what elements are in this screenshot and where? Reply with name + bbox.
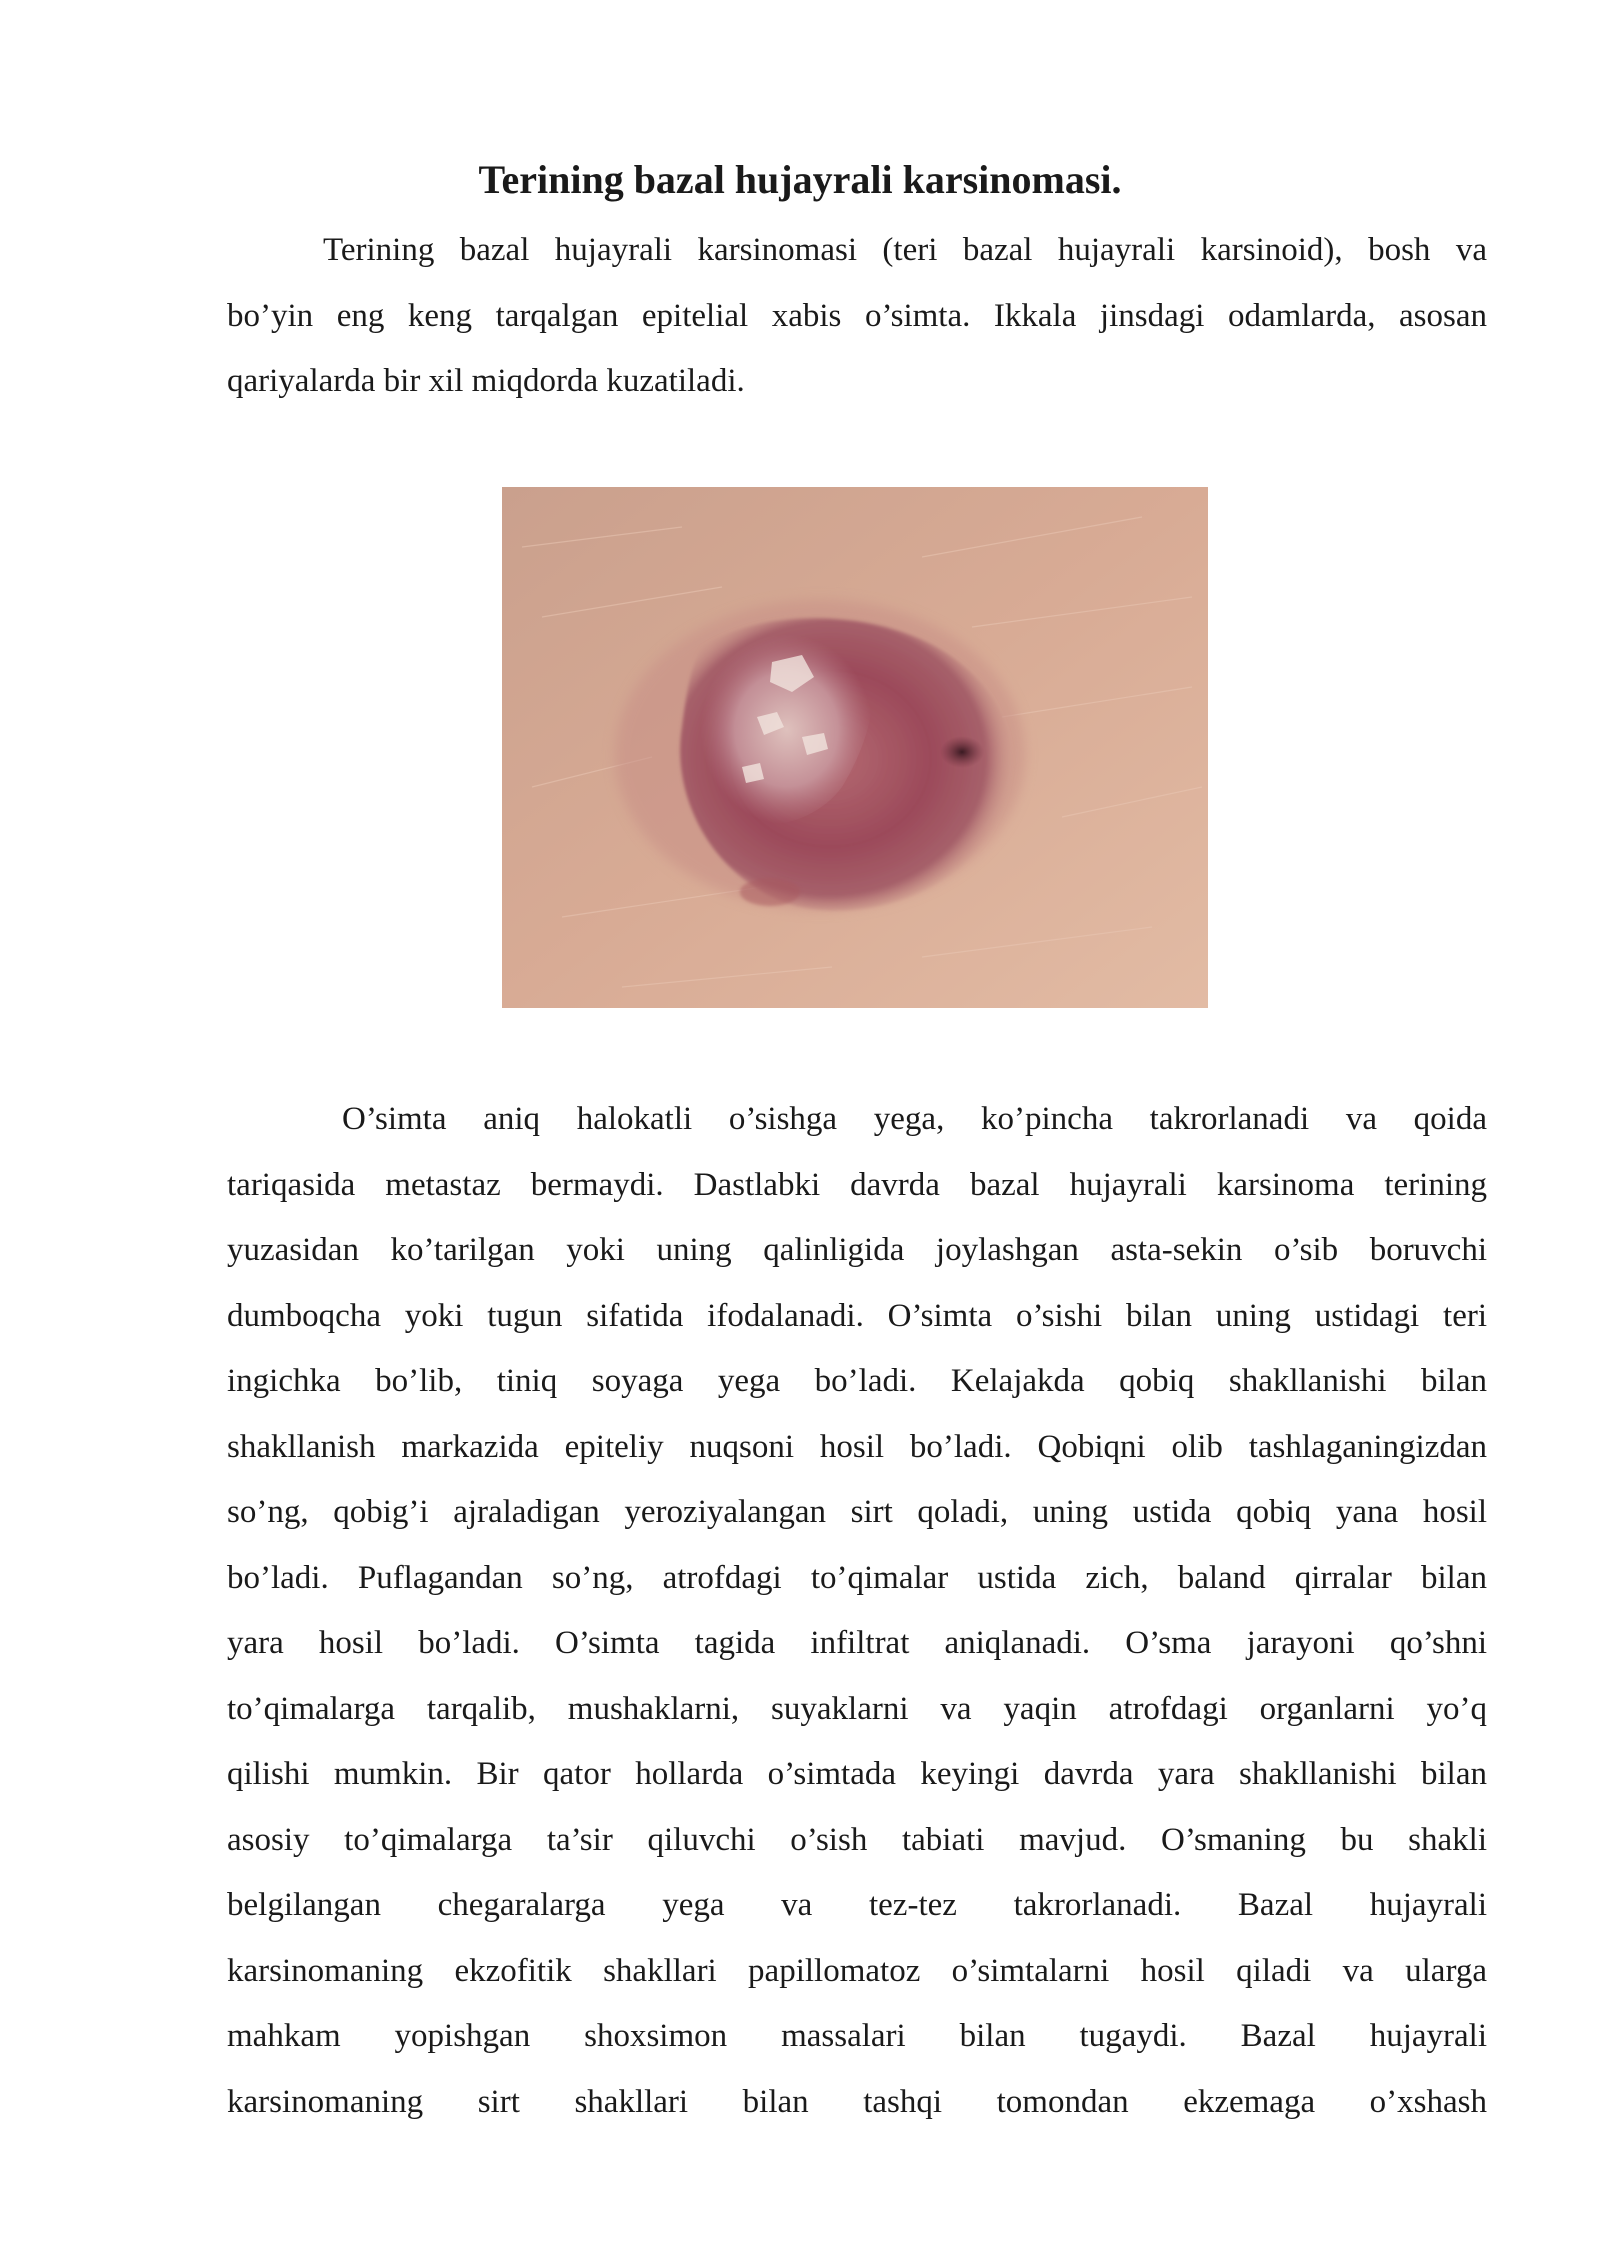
body-paragraph — [227, 1087, 1487, 2135]
body-line: tariqasida metastaz bermaydi. Dastlabki davrda bazal hujayrali karsinoma terining — [227, 1166, 1487, 1203]
body-line: to’qimalarga tarqalib, mushaklarni, suyaklarni va yaqin atrofdagi organlarni yo’q — [227, 1690, 1487, 1727]
intro-line: qariyalarda bir xil miqdorda kuzatiladi. — [227, 363, 745, 399]
body-line: karsinomaning ekzofitik shakllari papillomatoz o’simtalarni hosil qiladi va ularga — [227, 1952, 1487, 1989]
body-line: mahkam yopishgan shoxsimon massalari bilan tugaydi. Bazal hujayrali — [227, 2018, 1487, 2054]
body-line: qilishi mumkin. Bir qator hollarda o’simtada keyingi davrda yara shakllanishi bilan — [227, 1756, 1487, 1792]
skin-lesion-photo — [502, 487, 1208, 1008]
body-line: dumboqcha yoki tugun sifatida ifodalanadi. O’simta o’sishi bilan uning ustidagi teri — [227, 1297, 1487, 1334]
body-line: so’ng, qobig’i ajraladigan yeroziyalangan sirt qoladi, uning ustida qobiq yana hosil — [227, 1494, 1487, 1530]
skin-lesion-icon — [502, 487, 1208, 1008]
document-title: Terining bazal hujayrali karsinomasi. — [478, 157, 1122, 202]
body-line: ingichka bo’lib, tiniq soyaga yega bo’ladi. Kelajakda qobiq shakllanishi bilan — [227, 1363, 1487, 1399]
intro-line: bo’yin eng keng tarqalgan epitelial xabis o’simta. Ikkala jinsdagi odamlarda, asosan — [227, 297, 1487, 334]
body-line: belgilangan chegaralarga yega va tez-tez takrorlanadi. Bazal hujayrali — [227, 1887, 1487, 1923]
body-line: bo’ladi. Puflagandan so’ng, atrofdagi to’qimalar ustida zich, baland qirralar bilan — [227, 1559, 1487, 1596]
body-line: yuzasidan ko’tarilgan yoki uning qalinligida joylashgan asta-sekin o’sib boruvchi — [227, 1232, 1487, 1268]
body-line: O’simta aniq halokatli o’sishga yega, ko’pincha takrorlanadi va qoida — [342, 1101, 1487, 1137]
body-line: karsinomaning sirt shakllari bilan tashqi tomondan ekzemaga o’xshash — [227, 2083, 1487, 2120]
body-line: shakllanish markazida epiteliy nuqsoni hosil bo’ladi. Qobiqni olib tashlaganingizdan — [227, 1428, 1487, 1465]
intro-line: Terining bazal hujayrali karsinomasi (teri bazal hujayrali karsinoid), bosh va — [323, 232, 1487, 268]
body-line: asosiy to’qimalarga ta’sir qiluvchi o’sish tabiati mavjud. O’smaning bu shakli — [227, 1821, 1487, 1858]
body-line: yara hosil bo’ladi. O’simta tagida infiltrat aniqlanadi. O’sma jarayoni qo’shni — [227, 1625, 1487, 1661]
intro-paragraph — [227, 218, 1487, 415]
